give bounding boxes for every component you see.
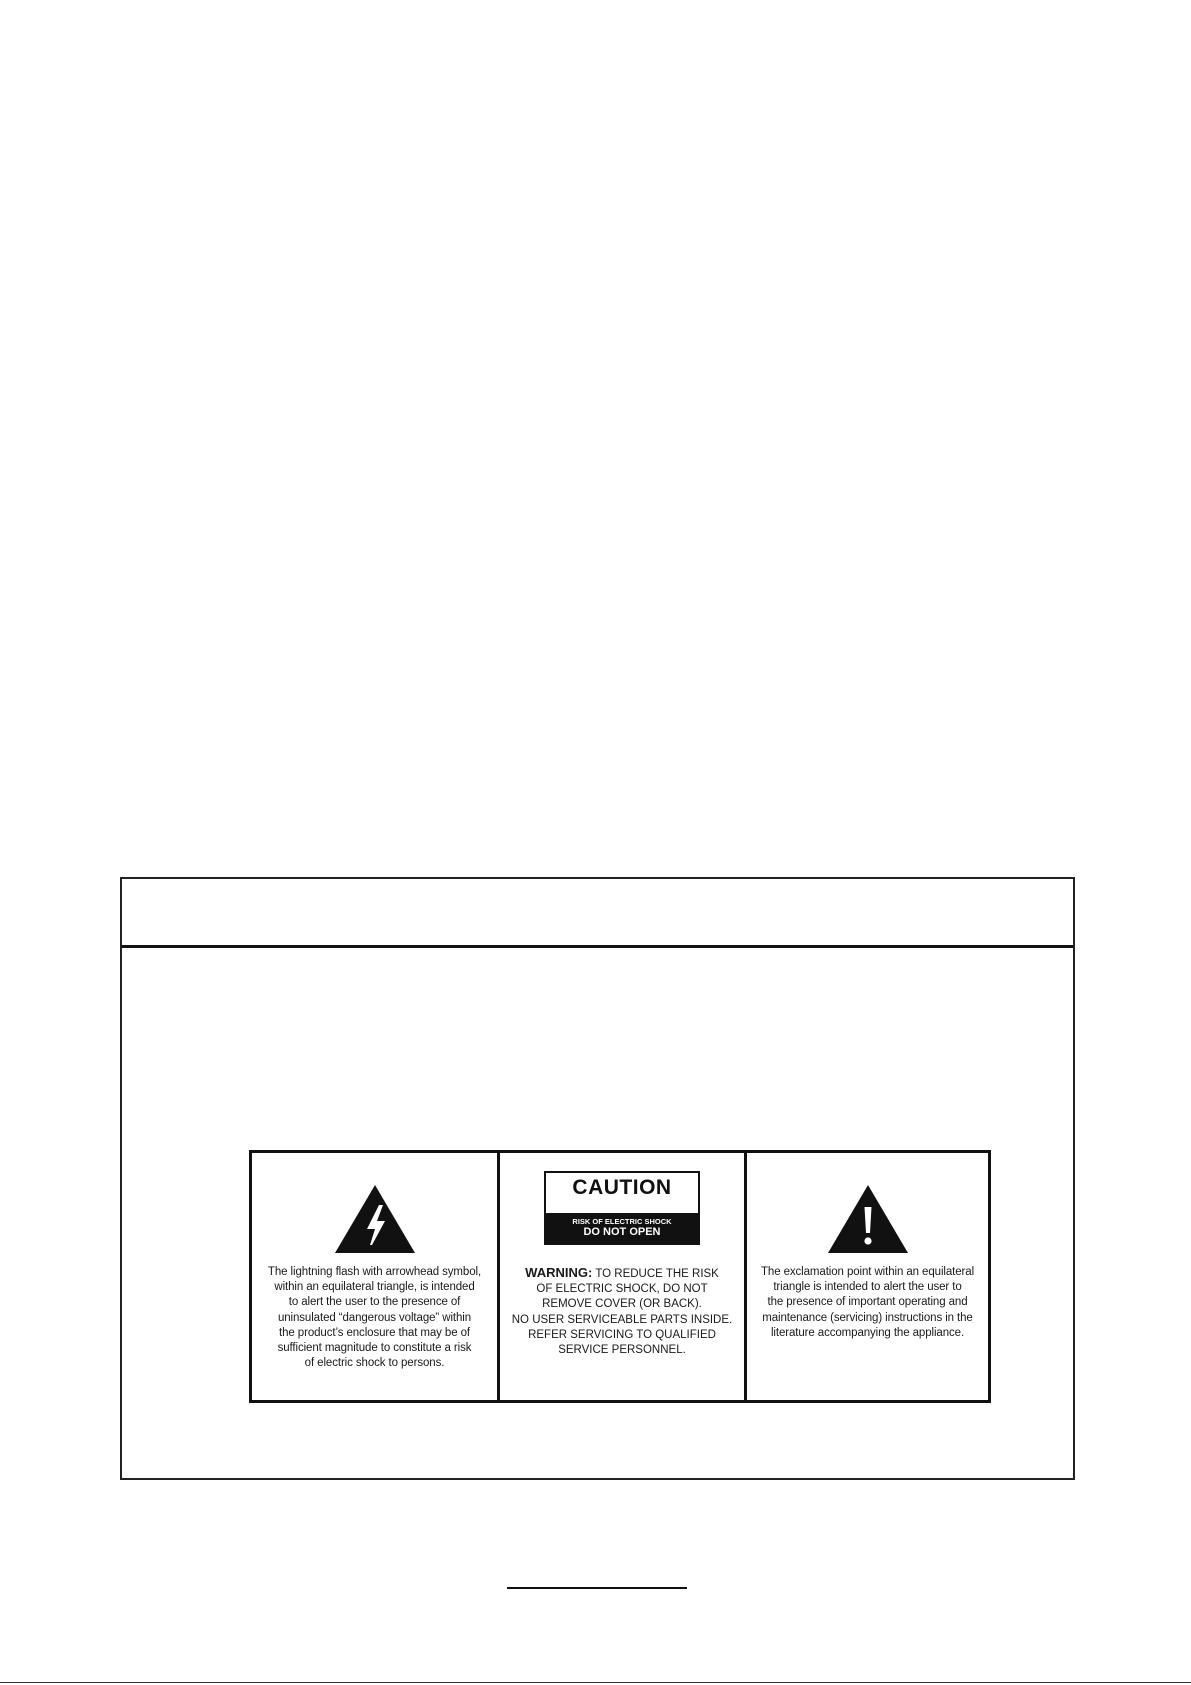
lightning-text-line: within an equilateral triangle, is intended [274, 1281, 475, 1294]
lightning-text-line: to alert the user to the presence of [288, 1296, 461, 1309]
caution-band [546, 1213, 698, 1243]
notice-header-band [122, 879, 1073, 948]
exclamation-text-line: triangle is intended to alert the user to [773, 1281, 962, 1294]
exclamation-text-line: maintenance (servicing) instructions in the [762, 1311, 973, 1324]
exclamation-description [755, 1265, 980, 1341]
exclamation-text-line: the presence of important operating and [767, 1296, 968, 1309]
caution-do-not-open: DO NOT OPEN [583, 1226, 661, 1238]
footer-rule [507, 1587, 687, 1589]
lightning-text-line: of electric shock to persons. [304, 1357, 445, 1370]
warning-text [506, 1265, 738, 1358]
caution-title: CAUTION [572, 1176, 672, 1199]
lightning-panel [252, 1153, 500, 1400]
caution-panel [500, 1153, 747, 1400]
page-bottom-edge [0, 1682, 1191, 1683]
caution-sign [544, 1171, 700, 1245]
caution-risk-text: RISK OF ELECTRIC SHOCK [572, 1217, 672, 1226]
lightning-text-line: the product’s enclosure that may be of [279, 1326, 470, 1339]
lightning-triangle-icon [333, 1183, 417, 1255]
lightning-text-line: uninsulated “dangerous voltage” within [277, 1311, 472, 1324]
lightning-description [260, 1265, 489, 1371]
lightning-text-line: The lightning flash with arrowhead symbol, [267, 1266, 482, 1278]
exclamation-text-line: The exclamation point within an equilateral [760, 1266, 975, 1278]
exclamation-text-line: literature accompanying the appliance. [770, 1326, 965, 1339]
warning-first-text: TO REDUCE THE RISK [595, 1268, 719, 1280]
lightning-text-line: sufficient magnitude to constitute a risk [277, 1342, 472, 1355]
warning-label: WARNING: [525, 1265, 593, 1280]
warning-text-line: REFER SERVICING TO QUALIFIED [528, 1328, 716, 1341]
exclamation-triangle-icon [826, 1183, 910, 1255]
exclamation-panel [747, 1153, 988, 1400]
warning-text-line: NO USER SERVICEABLE PARTS INSIDE. [511, 1313, 733, 1326]
warning-text-line: OF ELECTRIC SHOCK, DO NOT [536, 1283, 708, 1296]
warning-first-line [506, 1265, 738, 1282]
warning-text-line: SERVICE PERSONNEL. [558, 1344, 686, 1357]
warning-text-line: REMOVE COVER (OR BACK). [542, 1298, 702, 1311]
safety-symbols-panel [249, 1150, 991, 1403]
